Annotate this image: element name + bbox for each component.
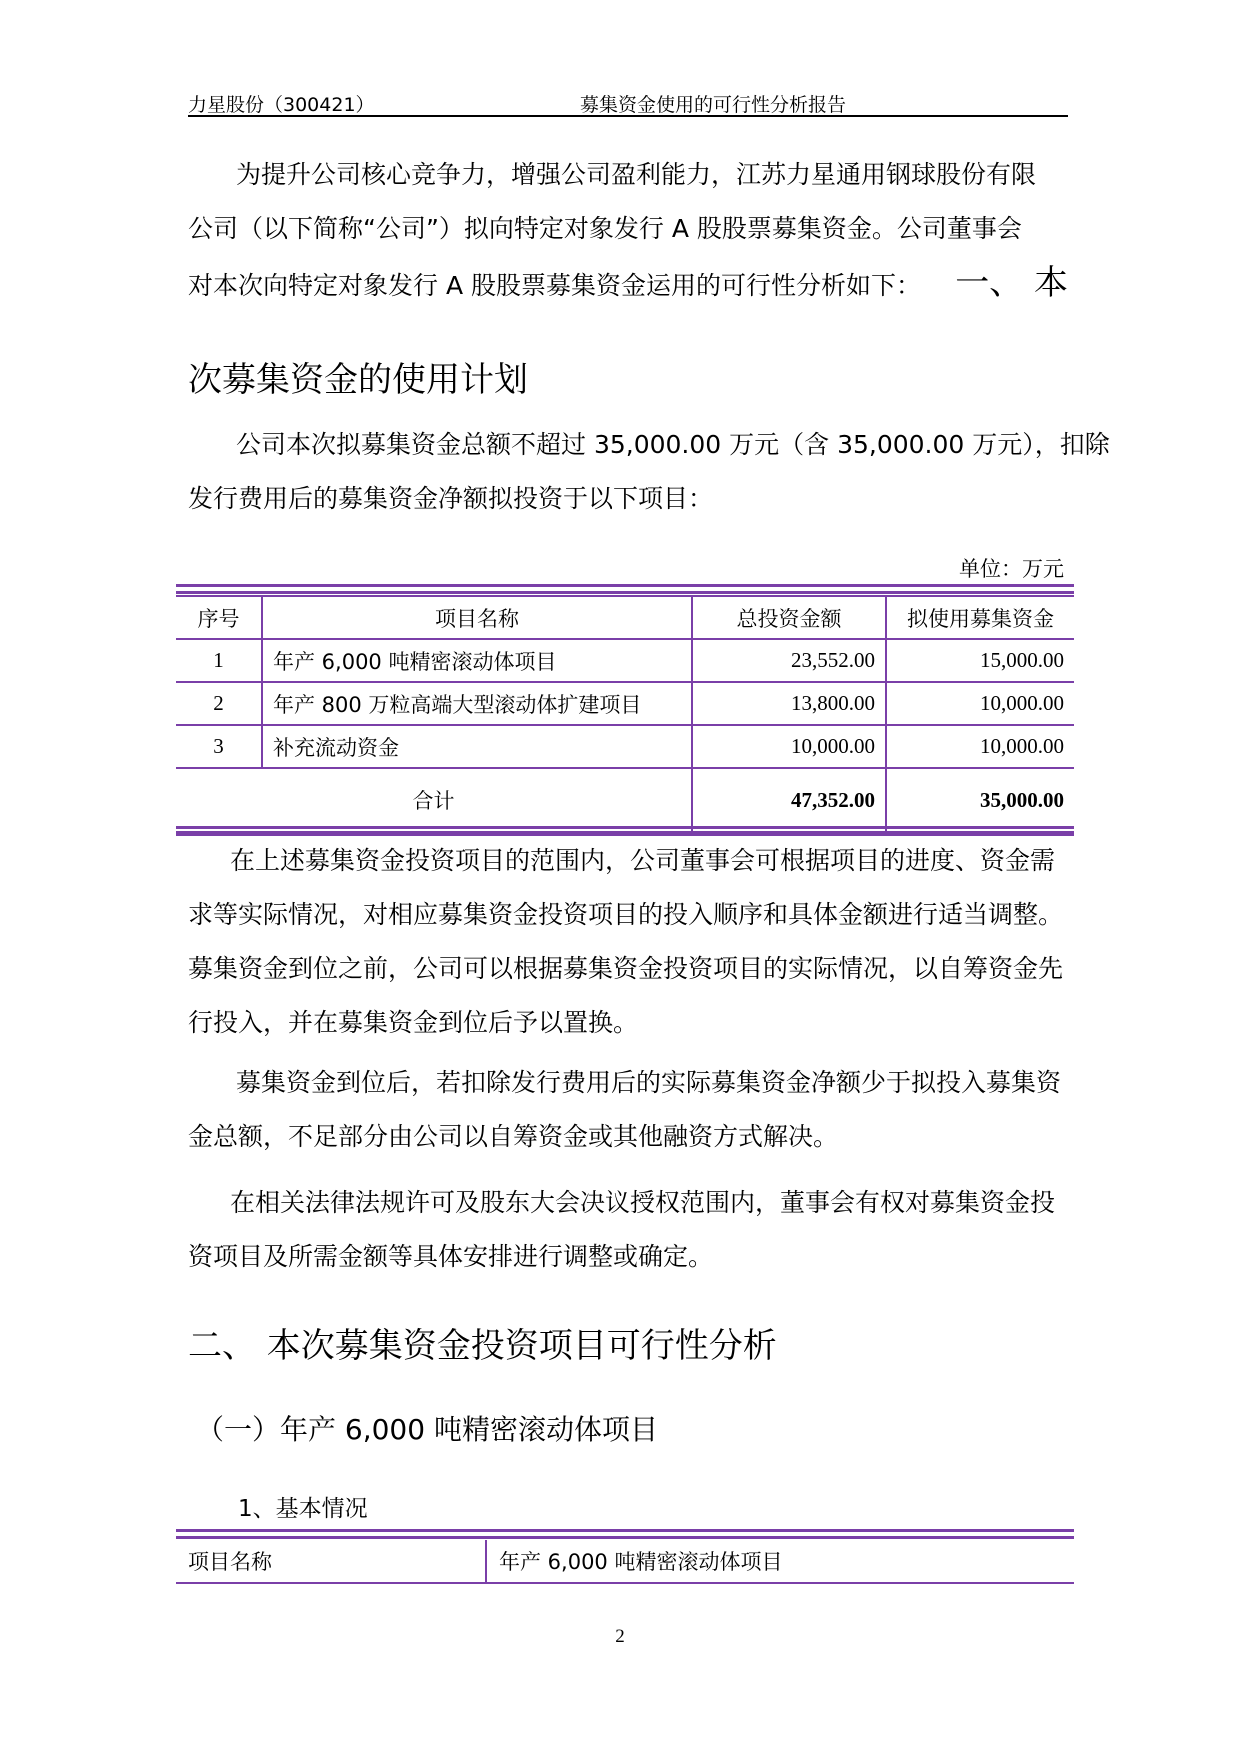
cell-use: 10,000.00	[886, 682, 1074, 725]
table-row	[176, 639, 1074, 682]
authority-paragraph	[188, 1176, 1068, 1284]
cell-total: 13,800.00	[692, 682, 886, 725]
adjust-paragraph	[188, 834, 1078, 1050]
header-rule	[188, 115, 1068, 117]
cell-total: 10,000.00	[692, 725, 886, 768]
info-label: 项目名称	[176, 1540, 486, 1583]
shortfall-line-2: 金总额，不足部分由公司以自筹资金或其他融资方式解决。	[188, 1122, 839, 1151]
authority-line-1: 在相关法律法规许可及股东大会决议授权范围内，董事会有权对募集资金投	[230, 1188, 1056, 1217]
header-cell-use: 拟使用募集资金	[886, 596, 1074, 639]
table-row	[176, 1540, 1074, 1583]
adjust-line-4: 行投入，并在募集资金到位后予以置换。	[188, 1008, 639, 1037]
header-company: 力星股份（300421）	[188, 94, 375, 116]
plan-paragraph	[188, 418, 1110, 526]
cell-no: 1	[176, 639, 262, 682]
info-value: 年产 6,000 吨精密滚动体项目	[486, 1540, 1074, 1583]
table-row	[176, 682, 1074, 725]
header-cell-no: 序号	[176, 596, 262, 639]
total-label: 合计	[176, 768, 692, 832]
subsection-1-heading: （一）年产 6,000 吨精密滚动体项目	[196, 1413, 658, 1446]
intro-line-2: 公司（以下简称“公司”）拟向特定对象发行 A 股股票募集资金。公司董事会	[188, 214, 1022, 243]
intro-paragraph	[188, 148, 1068, 313]
section-1-heading-start: 一、 本	[955, 263, 1068, 303]
table-total-row	[176, 768, 1074, 832]
table-unit: 单位：万元	[959, 557, 1064, 581]
shortfall-line-1: 募集资金到位后，若扣除发行费用后的实际募集资金净额少于拟投入募集资	[236, 1068, 1062, 1097]
total-use: 35,000.00	[886, 768, 1074, 832]
plan-line-1: 公司本次拟募集资金总额不超过 35,000.00 万元（含 35,000.00 万元），扣除	[236, 430, 1110, 459]
intro-line-1: 为提升公司核心竞争力，增强公司盈利能力，江苏力星通用钢球股份有限	[236, 160, 1037, 189]
adjust-line-3: 募集资金到位之前，公司可以根据募集资金投资项目的实际情况，以自筹资金先	[188, 954, 1064, 983]
table-top-rule	[176, 584, 1074, 594]
cell-name: 年产 800 万粒高端大型滚动体扩建项目	[262, 682, 692, 725]
shortfall-paragraph	[188, 1056, 1078, 1164]
project-info-table	[176, 1540, 1074, 1584]
cell-use: 15,000.00	[886, 639, 1074, 682]
info-table-top-rule	[176, 1529, 1074, 1539]
plan-line-2: 发行费用后的募集资金净额拟投资于以下项目：	[188, 484, 714, 513]
table-row	[176, 725, 1074, 768]
authority-line-2: 资项目及所需金额等具体安排进行调整或确定。	[188, 1242, 714, 1271]
page-number: 2	[615, 1626, 625, 1647]
cell-total: 23,552.00	[692, 639, 886, 682]
section-1-heading-end: 次募集资金的使用计划	[188, 360, 528, 400]
intro-line-3	[188, 256, 1068, 313]
header-report-title: 募集资金使用的可行性分析报告	[580, 94, 847, 116]
cell-name: 补充流动资金	[262, 725, 692, 768]
cell-use: 10,000.00	[886, 725, 1074, 768]
intro-line-3-text: 对本次向特定对象发行 A 股股票募集资金运用的可行性分析如下：	[188, 271, 921, 300]
cell-no: 2	[176, 682, 262, 725]
table-header-row	[176, 596, 1074, 639]
header-cell-total: 总投资金额	[692, 596, 886, 639]
cell-name: 年产 6,000 吨精密滚动体项目	[262, 639, 692, 682]
total-invest: 47,352.00	[692, 768, 886, 832]
fund-usage-table	[176, 595, 1074, 833]
cell-no: 3	[176, 725, 262, 768]
header-cell-name: 项目名称	[262, 596, 692, 639]
adjust-line-1: 在上述募集资金投资项目的范围内，公司董事会可根据项目的进度、资金需	[230, 846, 1056, 875]
subsection-1-1-heading: 1、基本情况	[238, 1496, 368, 1522]
section-2-heading: 二、 本次募集资金投资项目可行性分析	[188, 1326, 777, 1366]
adjust-line-2: 求等实际情况，对相应募集资金投资项目的投入顺序和具体金额进行适当调整。	[188, 900, 1064, 929]
